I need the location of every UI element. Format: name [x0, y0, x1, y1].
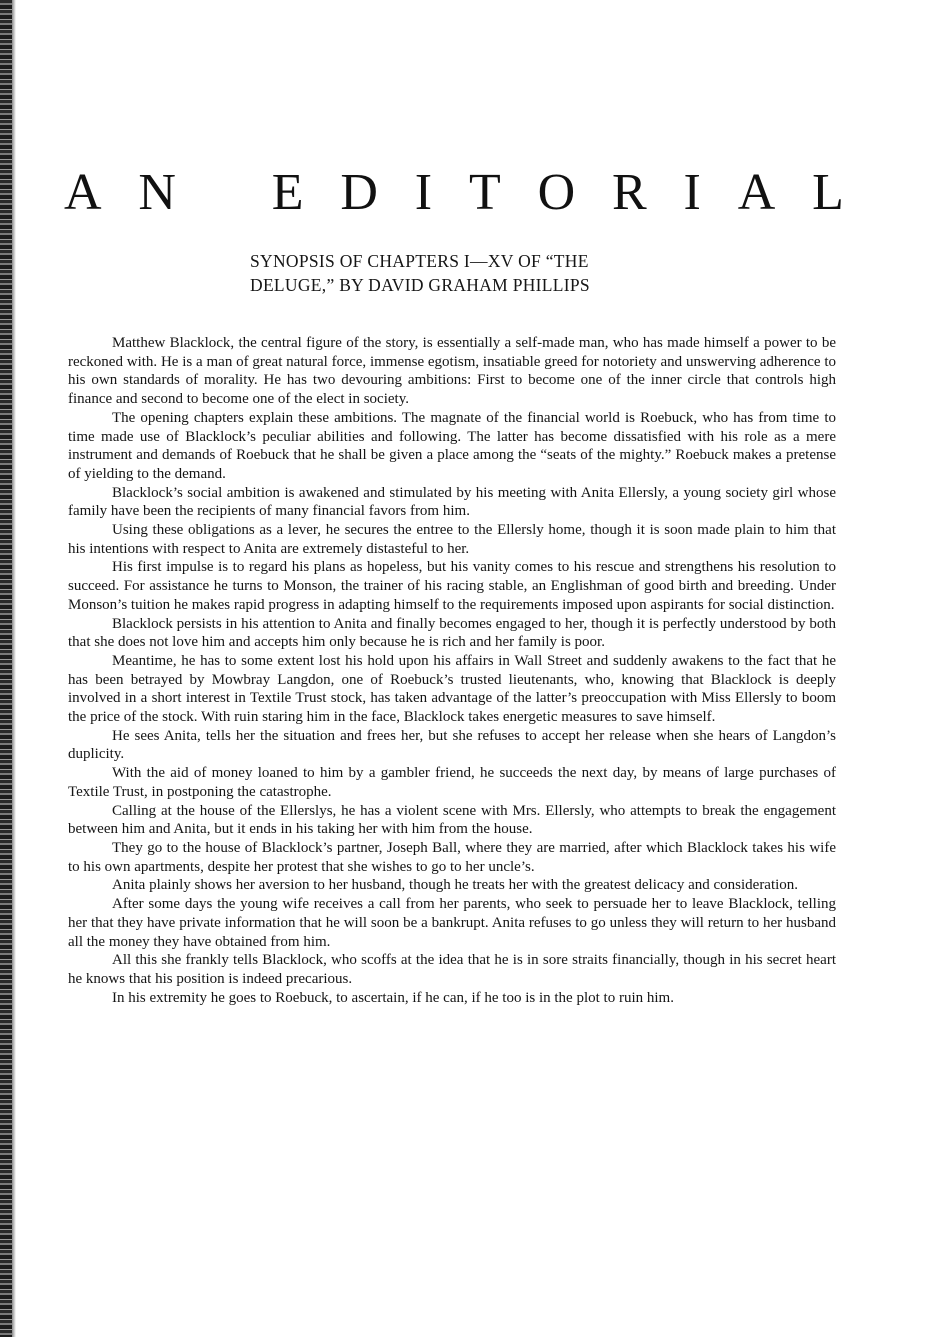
title-letter: I	[414, 164, 433, 221]
title-letter: A	[64, 164, 102, 221]
paragraph: He sees Anita, tells her the situation and frees her, but she refuses to accept her release when she hears of Langdon’s duplicity.	[68, 727, 836, 763]
paragraph: Meantime, he has to some extent lost his hold upon his affairs in Wall Street and suddenly awakens to the fact that he has been betrayed by Mowbray Langdon, one of Roebuck’s trusted lieutenants, who, knowing that Blacklock is deeply involved in a short interest in Textile Trust stock, has taken advantage of the latter’s preoccupation with Miss Ellersly to boom the price of the stock. With ruin staring him in the face, Blacklock takes energetic measures to save himself.	[68, 652, 836, 726]
title-letter: R	[611, 164, 647, 221]
paragraph: Blacklock’s social ambition is awakened and stimulated by his meeting with Anita Ellersly, a young society girl whose family have been the recipients of many financial favors from him.	[68, 484, 836, 520]
subtitle-line: DELUGE,” BY DAVID GRAHAM PHILLIPS	[250, 275, 590, 295]
gutter-shadow	[12, 0, 16, 1337]
title-word-gap	[213, 163, 235, 223]
paragraph: His first impulse is to regard his plans as hopeless, but his vanity comes to his rescue and strengthens his resolution to succeed. For assistance he turns to Monson, the trainer of his racing stable, an Englishman of good birth and breeding. Under Monson’s tuition he makes rapid progress in adapting himself to the requirements imposed upon aspirants for social distinction.	[68, 559, 836, 613]
title-letter: E	[271, 164, 304, 221]
page-title	[64, 163, 844, 223]
title-letter: D	[340, 164, 378, 221]
title-letter: A	[737, 164, 776, 221]
title-letter: O	[537, 164, 576, 221]
paragraph: All this she frankly tells Blacklock, who scoffs at the idea that he is in sore straits financially, though in his secret heart he knows that his position is indeed precarious.	[68, 952, 836, 987]
paragraph: After some days the young wife receives a call from her parents, who seek to persuade her to leave Blacklock, telling her that they have private information that he will soon be a bankrupt. Anita refuses to go unless they will return to her husband all the money they have obtained from him.	[68, 896, 836, 950]
paragraph: Anita plainly shows her aversion to her husband, though he treats her with the greatest delicacy and consideration.	[112, 877, 799, 894]
paragraph: They go to the house of Blacklock’s partner, Joseph Ball, where they are married, after which Blacklock takes his wife to his own apartments, despite her protest that she wishes to go to her uncle’s.	[68, 839, 836, 875]
title-letter: T	[468, 164, 501, 221]
paragraph: Matthew Blacklock, the central figure of the story, is essentially a self-made man, who has made himself a power to be reckoned with. He is a man of great natural force, immense egotism, insatiable greed for notoriety and unswerving adherence to his own standards of morality. He has two devouring ambitions: First to become one of the inner circle that controls high finance and second to become one of the elect in society.	[68, 335, 836, 408]
paragraph: Blacklock persists in his attention to Anita and finally becomes engaged to her, though it is perfectly understood by both that she does not love him and accepts him only because he is rich and her family is poor.	[68, 615, 836, 651]
paragraph: With the aid of money loaned to him by a gambler friend, he succeeds the next day, by means of large purchases of Textile Trust, in postponing the catastrophe.	[68, 765, 836, 800]
subtitle-line: SYNOPSIS OF CHAPTERS I—XV OF “THE	[250, 251, 589, 271]
title-letter: N	[138, 164, 176, 221]
paragraph: In his extremity he goes to Roebuck, to ascertain, if he can, if he too is in the plot to ruin him.	[112, 989, 674, 1006]
synopsis-subtitle	[250, 249, 710, 297]
paragraph: Using these obligations as a lever, he secures the entree to the Ellersly home, though it is soon made plain to him that his intentions with respect to Anita are extremely distasteful to her.	[68, 522, 836, 557]
title-letter: I	[683, 164, 701, 221]
title-letter: L	[812, 164, 844, 221]
book-spine-edge	[0, 0, 12, 1337]
paragraph: Calling at the house of the Ellerslys, he has a violent scene with Mrs. Ellersly, who attempts to break the engagement between him and Anita, but it ends in his taking her with him from the house.	[68, 802, 836, 838]
synopsis-body	[68, 334, 836, 1007]
paragraph: The opening chapters explain these ambitions. The magnate of the financial world is Roebuck, who has from time to time made use of Blacklock’s peculiar abilities and following. The latter has become dissatisfied with his role as a mere instrument and demands of Roebuck that he shall be given a place among the “seats of the mighty.” Roebuck makes a pretense of yielding to the demand.	[68, 409, 836, 482]
